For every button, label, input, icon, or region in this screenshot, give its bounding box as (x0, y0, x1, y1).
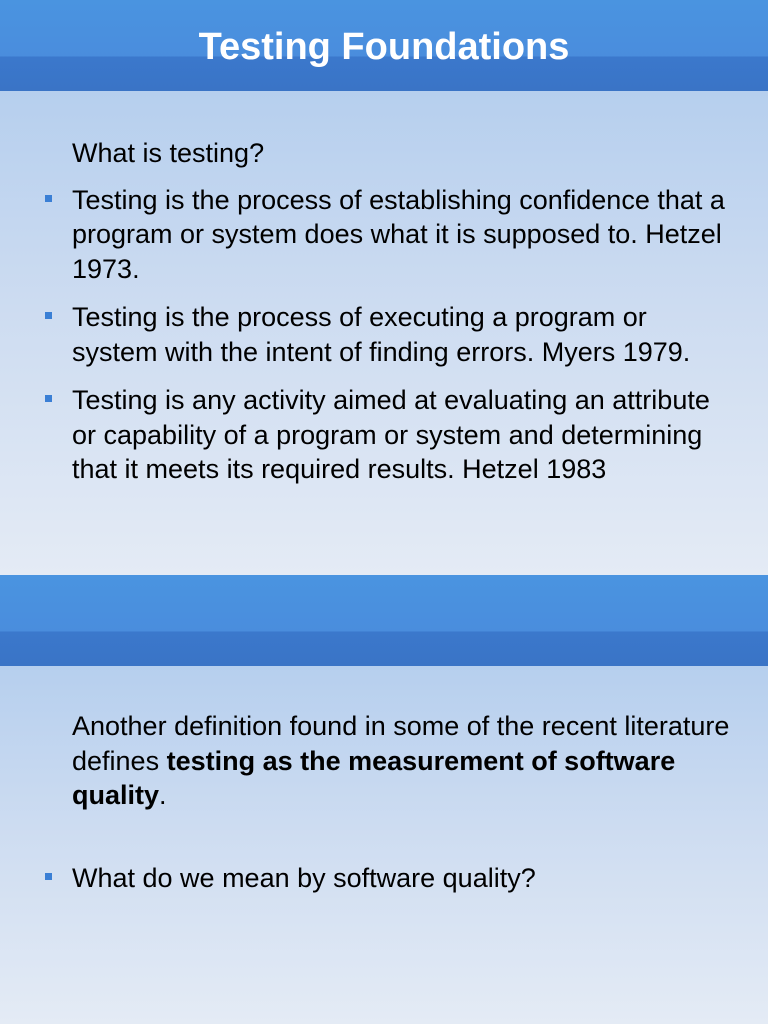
definition-text: Another definition found in some of the recent literature defines (72, 711, 730, 776)
bullet-item (0, 861, 768, 896)
slide-software-quality (0, 575, 768, 1024)
bullet-item (0, 300, 768, 369)
slide-content (0, 136, 768, 501)
slide-header (0, 575, 768, 666)
bullet-item (0, 183, 768, 287)
definition-emphasis: testing as the measurement of software quality (72, 745, 676, 810)
definition-paragraph (0, 709, 768, 813)
square-bullet-icon (45, 195, 52, 202)
slide-header (0, 0, 768, 91)
bullet-text: Testing is the process of establishing confidence that a program or system does what it is supposed to. Hetzel 1973. (72, 184, 725, 284)
bullet-text: What do we mean by software quality? (72, 862, 536, 893)
square-bullet-icon (45, 312, 52, 319)
slide-title: Testing Foundations (198, 26, 570, 68)
slide-content (0, 709, 768, 895)
square-bullet-icon (45, 395, 52, 402)
square-bullet-icon (45, 873, 52, 880)
bullet-text: Testing is any activity aimed at evaluating an attribute or capability of a program or system and determining that it meets its required results. Hetzel 1983 (72, 385, 710, 484)
definition-end: . (159, 780, 167, 810)
intro-question: What is testing? (72, 138, 265, 168)
bullet-item (0, 383, 768, 487)
bullet-text: Testing is the process of executing a program or system with the intent of finding errors. Myers 1979. (72, 302, 691, 367)
